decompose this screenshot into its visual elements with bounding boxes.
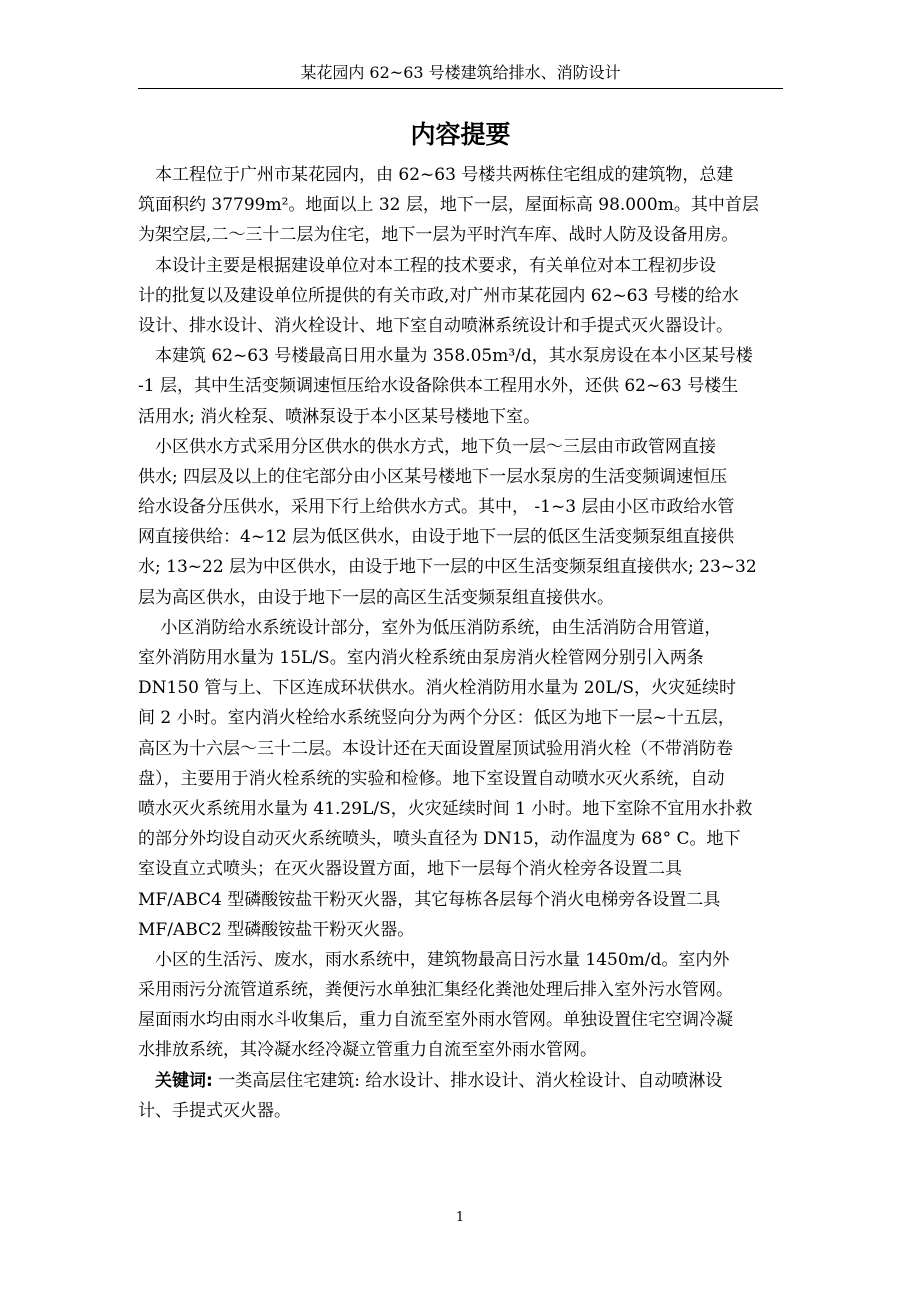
running-header: 某花园内 62~63 号楼建筑给排水、消防设计 xyxy=(300,63,621,82)
page-number: 1 xyxy=(455,1210,465,1225)
text-line: 室设直立式喷头；在灭火器设置方面，地下一层每个消火栓旁各设置二具 xyxy=(138,859,682,880)
text-line: 网直接供给：4~12 层为低区供水，由设于地下一层的低区生活变频泵组直接供 xyxy=(138,527,735,548)
keywords-label: 关键词: xyxy=(155,1070,213,1091)
text-line: 供水; 四层及以上的住宅部分由小区某号楼地下一层水泵房的生活变频调速恒压 xyxy=(138,466,728,487)
text-line: 本建筑 62~63 号楼最高日用水量为 358.05m³/d，其水泵房设在本小区某号楼 xyxy=(138,346,753,367)
text-line: 盘），主要用于消火栓系统的实验和检修。地下室设置自动喷水灭火系统，自动 xyxy=(138,768,725,789)
text-line: 小区消防给水系统设计部分，室外为低压消防系统，由生活消防合用管道， xyxy=(138,617,722,638)
text-line: 给水设备分压供水，采用下行上给供水方式。其中， -1~3 层由小区市政给水管 xyxy=(138,497,735,518)
text-line: 喷水灭火系统用水量为 41.29L/S，火灾延续时间 1 小时。地下室除不宜用水扑救 xyxy=(138,798,753,819)
text-line: 高区为十六层～三十二层。本设计还在天面设置屋顶试验用消火栓（不带消防卷 xyxy=(138,738,733,759)
abstract-body xyxy=(138,160,788,1126)
text-line: 计的批复以及建设单位所提供的有关市政,对广州市某花园内 62~63 号楼的给水 xyxy=(138,285,739,306)
text-line: 设计、排水设计、消火栓设计、地下室自动喷淋系统设计和手提式灭火器设计。 xyxy=(138,315,733,336)
text-line: 本工程位于广州市某花园内，由 62~63 号楼共两栋住宅组成的建筑物，总建 xyxy=(138,165,734,185)
page-title: 内容提要 xyxy=(410,120,511,149)
text-line: MF/ABC2 型磷酸铵盐干粉灭火器。 xyxy=(138,919,415,940)
text-line: 屋面雨水均由雨水斗收集后，重力自流至室外雨水管网。单独设置住宅空调冷凝 xyxy=(138,1010,733,1031)
keywords-text: 一类高层住宅建筑: 给水设计、排水设计、消火栓设计、自动喷淋设 xyxy=(212,1070,723,1091)
header-rule xyxy=(138,88,783,89)
text-line: 层为高区供水，由设于地下一层的高区生活变频泵组直接供水。 xyxy=(138,587,614,608)
text-line: 本设计主要是根据建设单位对本工程的技术要求，有关单位对本工程初步设 xyxy=(138,255,716,276)
text-line: DN150 管与上、下区连成环状供水。消火栓消防用水量为 20L/S，火灾延续时 xyxy=(138,678,737,699)
text-line: 间 2 小时。室内消火栓给水系统竖向分为两个分区：低区为地下一层~十五层， xyxy=(138,708,735,729)
text-line: 小区的生活污、废水，雨水系统中，建筑物最高日污水量 1450m/d。室内外 xyxy=(138,949,730,970)
text-line: 小区供水方式采用分区供水的供水方式，地下负一层～三层由市政管网直接 xyxy=(138,436,716,457)
text-line: 水; 13~22 层为中区供水，由设于地下一层的中区生活变频泵组直接供水; 23~32 xyxy=(138,557,757,578)
keywords-line-2: 计、手提式灭火器。 xyxy=(138,1100,291,1121)
text-line: 水排放系统，其冷凝水经冷凝立管重力自流至室外雨水管网。 xyxy=(138,1040,597,1061)
text-line: -1 层，其中生活变频调速恒压给水设备除供本工程用水外，还供 62~63 号楼生 xyxy=(138,376,739,397)
text-line: 采用雨污分流管道系统，粪便污水单独汇集经化粪池处理后排入室外污水管网。 xyxy=(138,980,733,1001)
keywords-line xyxy=(138,1066,788,1096)
text-line: 为架空层,二～三十二层为住宅，地下一层为平时汽车库、战时人防及设备用房。 xyxy=(138,225,739,246)
text-line: 活用水; 消火栓泵、喷淋泵设于本小区某号楼地下室。 xyxy=(138,406,541,427)
text-line: 的部分外均设自动灭火系统喷头，喷头直径为 DN15，动作温度为 68° C。地下 xyxy=(138,829,741,850)
text-line: 筑面积约 37799m²。地面以上 32 层，地下一层，屋面标高 98.000m。其中首层 xyxy=(138,195,759,216)
text-line: MF/ABC4 型磷酸铵盐干粉灭火器，其它每栋各层每个消火电梯旁各设置二具 xyxy=(138,889,721,910)
text-line: 室外消防用水量为 15L/S。室内消火栓系统由泵房消火栓管网分别引入两条 xyxy=(138,648,704,668)
